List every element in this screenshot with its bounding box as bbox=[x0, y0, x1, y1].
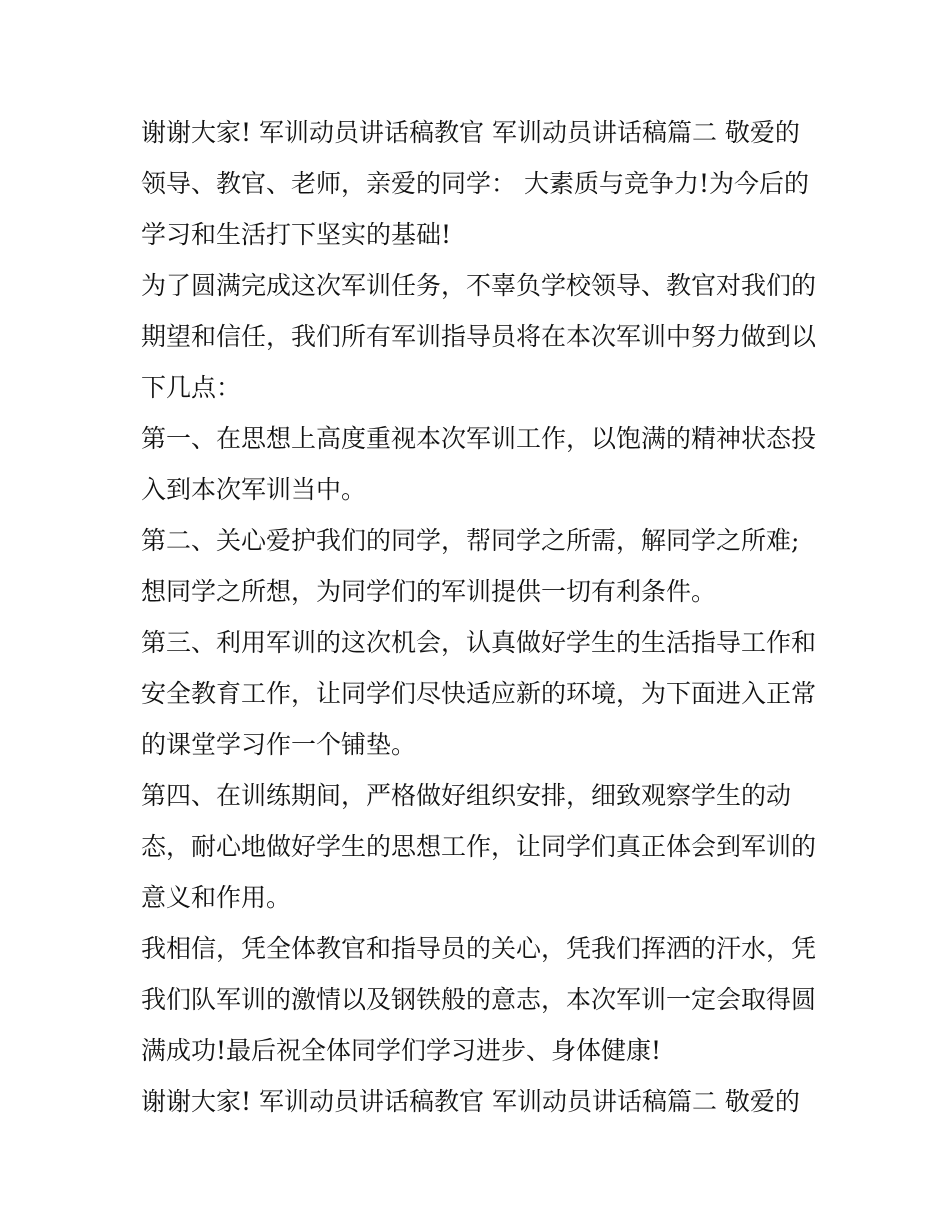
text-line: 为了圆满完成这次军训任务，不辜负学校领导、教官对我们的 bbox=[141, 271, 817, 300]
text-line: 第一、在思想上高度重视本次军训工作，以饱满的精神状态投 bbox=[141, 424, 817, 453]
text-line: 第三、利用军训的这次机会，认真做好学生的生活指导工作和 bbox=[141, 628, 817, 657]
text-line: 的课堂学习作一个铺垫。 bbox=[141, 730, 417, 759]
text-line: 意义和作用。 bbox=[141, 883, 292, 912]
text-line: 我相信，凭全体教官和指导员的关心，凭我们挥洒的汗水，凭 bbox=[141, 934, 817, 963]
text-line: 期望和信任，我们所有军训指导员将在本次军训中努力做到以 bbox=[141, 322, 817, 351]
text-line: 第四、在训练期间，严格做好组织安排，细致观察学生的动 bbox=[141, 781, 792, 810]
text-line: 谢谢大家! 军训动员讲话稿教官 军训动员讲话稿篇二 敬爱的 bbox=[141, 118, 800, 147]
text-line: 第二、关心爱护我们的同学，帮同学之所需，解同学之所难; bbox=[141, 526, 800, 555]
text-line: 下几点： bbox=[141, 373, 242, 402]
document-body bbox=[141, 107, 821, 1127]
text-line: 领导、教官、老师，亲爱的同学： 大素质与竞争力!为今后的 bbox=[141, 169, 809, 198]
text-line: 我们队军训的激情以及钢铁般的意志，本次军训一定会取得圆 bbox=[141, 985, 817, 1014]
text-line: 入到本次军训当中。 bbox=[141, 475, 367, 504]
text-line: 想同学之所想，为同学们的军训提供一切有利条件。 bbox=[141, 577, 717, 606]
text-line: 安全教育工作，让同学们尽快适应新的环境，为下面进入正常 bbox=[141, 679, 817, 708]
text-line: 态，耐心地做好学生的思想工作，让同学们真正体会到军训的 bbox=[141, 832, 817, 861]
text-line: 满成功!最后祝全体同学们学习进步、身体健康! bbox=[141, 1036, 662, 1065]
text-line: 谢谢大家! 军训动员讲话稿教官 军训动员讲话稿篇二 敬爱的 bbox=[141, 1087, 800, 1116]
text-line: 学习和生活打下坚实的基础! bbox=[141, 220, 452, 249]
